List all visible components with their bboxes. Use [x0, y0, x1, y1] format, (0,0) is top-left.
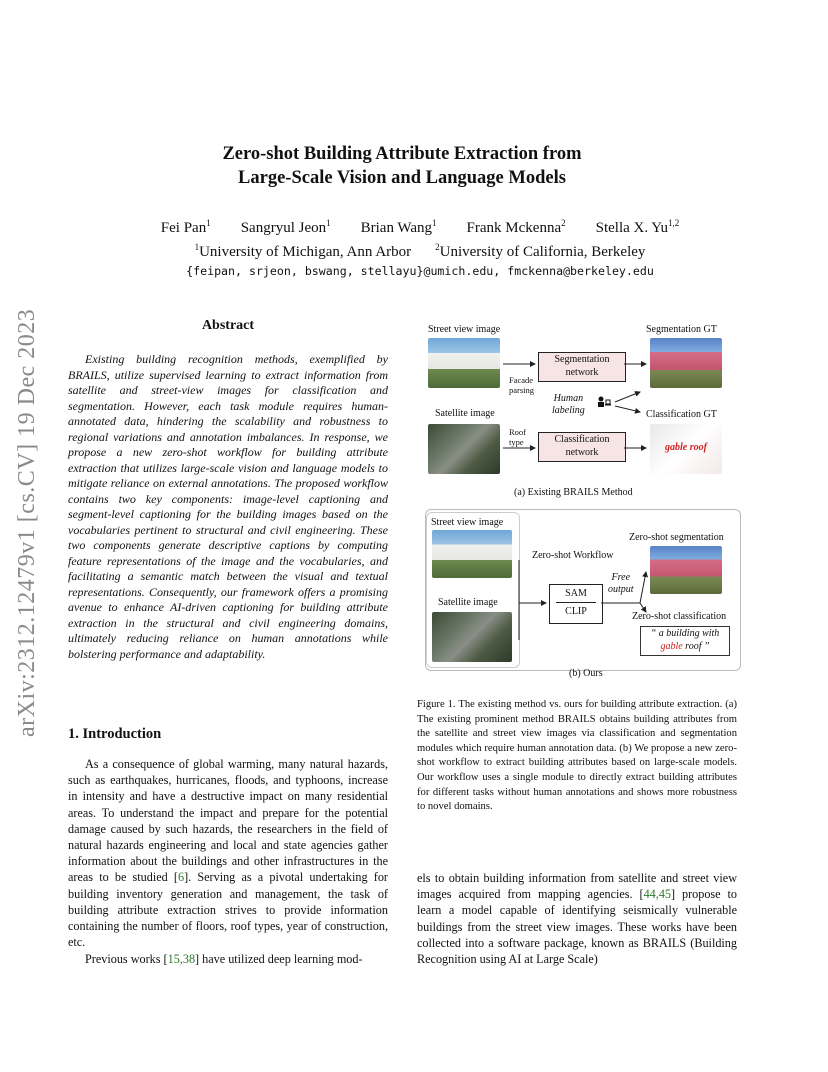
title-line-1: Zero-shot Building Attribute Extraction from — [222, 144, 582, 164]
fig-a-segmentation-gt-label: Segmentation GT — [646, 324, 717, 335]
arxiv-identifier: arXiv:2312.12479v1 [cs.CV] 19 Dec 2023 — [14, 308, 40, 737]
title-line-2: Large-Scale Vision and Language Models — [238, 168, 566, 188]
right-column-paragraph: els to obtain building information from satellite and street view images acquired from mapping agencies. [44,45] propose to learn a model capable of identifying seismically vulnerable buildings from the street view images. These works have been collected into a software package, known as BRAILS (Building Recognition using AI at Large Scale) — [417, 871, 737, 967]
author-emails: {feipan, srjeon, bswang, stellayu}@umich.edu, fmckenna@berkeley.edu — [186, 264, 654, 278]
author: Stella X. Yu$^{1,2}$ — [595, 218, 680, 236]
abstract-heading: Abstract — [201, 318, 255, 333]
affiliation: $^1$University of Michigan, Ann Arbor — [194, 242, 412, 260]
sam-clip-box: SAM CLIP — [549, 584, 603, 624]
human-labeling-label: Human labeling — [552, 393, 585, 416]
fig-a-satellite-label: Satellite image — [435, 408, 495, 419]
author: Frank Mckenna$^2$ — [466, 218, 566, 236]
classification-network-box: Classification network — [538, 432, 626, 462]
affiliation: $^2$University of California, Berkeley — [435, 242, 646, 260]
author: Brian Wang$^1$ — [360, 218, 437, 236]
fig-a-classification-gt-label: Classification GT — [646, 409, 717, 420]
abstract-text: Existing building recognition methods, exemplified by BRAILS, utilize supervised learning to extract information from satellite and street-view images for classification and segmentation. However, each task module requires human-annotated data, hindering the scalability and robustness to regional variations and annotation imbalances. In response, we propose a new zero-shot workflow for building attribute extraction that utilizes large-scale vision and language models to mitigate reliance on external annotations. The proposed workflow contains two key components: image-level captioning and segment-level captioning for the building images based on the vocabularies pertinent to structural and civil engineering. These two components generate descriptive captions by computing feature representations of the image and the vocabularies, and facilitating a semantic match between the visual and textual representations. Consequently, our framework offers a promising avenue to enhance AI-driven captioning for building attribute extraction in the structural and civil engineering domains, ultimately reducing reliance on human annotations while bolstering performance and adaptability. — [68, 352, 388, 661]
fig-b-street-view-label: Street view image — [431, 517, 504, 528]
fig-a-street-view-label: Street view image — [428, 324, 501, 335]
citation-link[interactable]: 6 — [177, 870, 185, 885]
segmentation-network-box: Segmentation network — [538, 352, 626, 382]
intro-paragraph-2: Previous works [15,38] have utilized deep learning mod- — [85, 952, 363, 966]
gable-roof-label: gable roof — [665, 442, 707, 453]
zero-shot-workflow-label: Zero-shot Workflow — [532, 550, 614, 561]
zero-shot-segmentation-label: Zero-shot segmentation — [629, 532, 724, 543]
author: Fei Pan$^1$ — [160, 218, 211, 236]
zero-shot-classification-label: Zero-shot classification — [632, 611, 727, 622]
caption-output-box: “ a building with gable roof ” — [640, 626, 730, 656]
facade-parsing-label: Facade parsing — [509, 375, 535, 395]
fig-a-caption-label: (a) Existing BRAILS Method — [514, 487, 633, 498]
author: Sangryul Jeon$^1$ — [240, 218, 331, 236]
fig-b-satellite-label: Satellite image — [438, 597, 498, 608]
introduction-heading: 1. Introduction — [68, 726, 162, 742]
intro-paragraph-1: As a consequence of global warming, many natural hazards, such as earthquakes, hurricanes, floods, and typhoons, increase in intensity and have a destructive impact on many residential areas. To understand the impact and prepare for the potential damage caused by such hazards, the researchers in the field of natural hazards engineering and local and state agencies gather information about the buildings and other infrastructures in the areas to be studied [6]. Serving as a pivotal undertaking for building inventory generation and management, the task of building attribute extraction strives to provide information containing the number of floors, roof types, year of construction, etc. — [68, 757, 388, 950]
fig-b-caption-label: (b) Ours — [569, 668, 603, 679]
roof-type-label: Roof type — [509, 427, 526, 447]
citation-link[interactable]: 15,38 — [167, 952, 196, 966]
figure-1-caption: Figure 1. The existing method vs. ours for building attribute extraction. (a) The existing prominent method BRAILS obtains building attributes from the satellite and street view images via classification and segmentation modules which require human annotation data. (b) We propose a new zero-shot workflow to extract building attributes based on large-scale models. Our workflow uses a single module to directly extract building attributes for different tasks without human annotations and shows more robustness to novel domains. — [417, 699, 737, 813]
free-output-label: Free output — [608, 572, 634, 595]
citation-link[interactable]: 44,45 — [643, 887, 671, 902]
